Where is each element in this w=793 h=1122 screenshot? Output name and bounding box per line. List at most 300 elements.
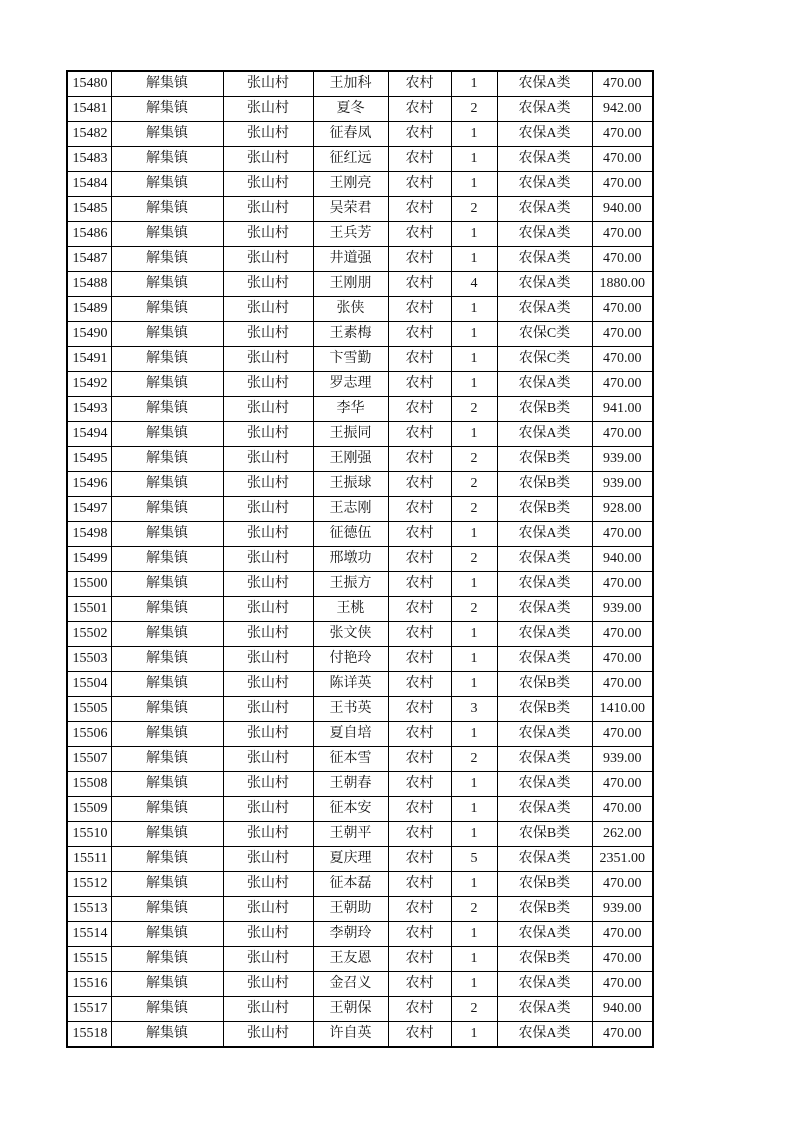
cell-record-id: 15510 [67,822,111,847]
cell-record-id: 15494 [67,422,111,447]
cell-amount: 470.00 [592,71,653,97]
cell-village: 张山村 [223,272,313,297]
cell-person-name: 王振同 [313,422,388,447]
cell-town: 解集镇 [111,747,223,772]
cell-residence-type: 农村 [388,247,451,272]
cell-insurance-category: 农保A类 [497,372,592,397]
cell-town: 解集镇 [111,697,223,722]
cell-record-id: 15509 [67,797,111,822]
cell-insurance-category: 农保A类 [497,1022,592,1048]
table-row [67,522,653,547]
cell-record-id: 15480 [67,71,111,97]
table-row [67,272,653,297]
cell-amount: 2351.00 [592,847,653,872]
cell-amount: 942.00 [592,97,653,122]
cell-town: 解集镇 [111,372,223,397]
cell-record-id: 15481 [67,97,111,122]
cell-person-count: 1 [451,672,497,697]
cell-insurance-category: 农保B类 [497,822,592,847]
cell-village: 张山村 [223,622,313,647]
table-row [67,747,653,772]
cell-town: 解集镇 [111,97,223,122]
table-row [67,222,653,247]
cell-amount: 470.00 [592,1022,653,1048]
cell-amount: 940.00 [592,197,653,222]
cell-record-id: 15490 [67,322,111,347]
cell-person-name: 征本安 [313,797,388,822]
cell-town: 解集镇 [111,247,223,272]
cell-person-count: 1 [451,1022,497,1048]
cell-residence-type: 农村 [388,947,451,972]
cell-person-name: 吴荣君 [313,197,388,222]
cell-amount: 470.00 [592,372,653,397]
cell-insurance-category: 农保B类 [497,497,592,522]
cell-person-name: 王振方 [313,572,388,597]
table-row [67,572,653,597]
cell-amount: 262.00 [592,822,653,847]
cell-village: 张山村 [223,847,313,872]
cell-town: 解集镇 [111,497,223,522]
table-row [67,597,653,622]
cell-residence-type: 农村 [388,372,451,397]
cell-village: 张山村 [223,322,313,347]
cell-village: 张山村 [223,247,313,272]
cell-residence-type: 农村 [388,772,451,797]
cell-person-count: 2 [451,897,497,922]
cell-village: 张山村 [223,747,313,772]
cell-record-id: 15486 [67,222,111,247]
cell-town: 解集镇 [111,222,223,247]
cell-amount: 470.00 [592,647,653,672]
cell-village: 张山村 [223,497,313,522]
cell-village: 张山村 [223,997,313,1022]
cell-person-name: 卞雪勤 [313,347,388,372]
cell-person-name: 王刚亮 [313,172,388,197]
cell-amount: 470.00 [592,147,653,172]
cell-person-count: 1 [451,172,497,197]
cell-insurance-category: 农保A类 [497,647,592,672]
cell-person-name: 征德伍 [313,522,388,547]
table-row [67,122,653,147]
cell-person-name: 许自英 [313,1022,388,1048]
cell-person-count: 1 [451,922,497,947]
cell-town: 解集镇 [111,147,223,172]
cell-village: 张山村 [223,422,313,447]
cell-residence-type: 农村 [388,597,451,622]
cell-insurance-category: 农保B类 [497,872,592,897]
cell-insurance-category: 农保A类 [497,722,592,747]
cell-insurance-category: 农保A类 [497,522,592,547]
cell-person-count: 1 [451,322,497,347]
cell-insurance-category: 农保A类 [497,122,592,147]
cell-amount: 470.00 [592,797,653,822]
cell-insurance-category: 农保A类 [497,97,592,122]
cell-record-id: 15505 [67,697,111,722]
cell-record-id: 15503 [67,647,111,672]
cell-record-id: 15516 [67,972,111,997]
cell-village: 张山村 [223,372,313,397]
table-row [67,147,653,172]
cell-amount: 470.00 [592,347,653,372]
cell-village: 张山村 [223,972,313,997]
cell-insurance-category: 农保A类 [497,547,592,572]
cell-record-id: 15495 [67,447,111,472]
cell-person-name: 张侠 [313,297,388,322]
cell-person-count: 2 [451,472,497,497]
cell-residence-type: 农村 [388,97,451,122]
cell-record-id: 15508 [67,772,111,797]
cell-record-id: 15492 [67,372,111,397]
cell-residence-type: 农村 [388,972,451,997]
cell-town: 解集镇 [111,297,223,322]
cell-village: 张山村 [223,947,313,972]
cell-person-count: 2 [451,747,497,772]
cell-village: 张山村 [223,122,313,147]
cell-record-id: 15499 [67,547,111,572]
table-row [67,897,653,922]
cell-village: 张山村 [223,197,313,222]
cell-residence-type: 农村 [388,922,451,947]
cell-person-name: 夏庆理 [313,847,388,872]
cell-amount: 939.00 [592,472,653,497]
cell-record-id: 15504 [67,672,111,697]
cell-village: 张山村 [223,797,313,822]
cell-village: 张山村 [223,222,313,247]
table-row [67,447,653,472]
cell-person-name: 王刚朋 [313,272,388,297]
cell-town: 解集镇 [111,397,223,422]
cell-record-id: 15497 [67,497,111,522]
cell-town: 解集镇 [111,272,223,297]
cell-village: 张山村 [223,672,313,697]
cell-record-id: 15512 [67,872,111,897]
cell-amount: 941.00 [592,397,653,422]
cell-town: 解集镇 [111,572,223,597]
table-row [67,422,653,447]
cell-town: 解集镇 [111,447,223,472]
cell-person-count: 1 [451,972,497,997]
table-row [67,322,653,347]
cell-insurance-category: 农保A类 [497,772,592,797]
cell-record-id: 15493 [67,397,111,422]
cell-person-count: 1 [451,647,497,672]
cell-village: 张山村 [223,647,313,672]
cell-town: 解集镇 [111,997,223,1022]
cell-person-count: 1 [451,797,497,822]
cell-insurance-category: 农保B类 [497,697,592,722]
cell-residence-type: 农村 [388,672,451,697]
cell-town: 解集镇 [111,172,223,197]
cell-person-count: 1 [451,422,497,447]
cell-residence-type: 农村 [388,472,451,497]
cell-village: 张山村 [223,347,313,372]
cell-amount: 939.00 [592,897,653,922]
cell-insurance-category: 农保A类 [497,597,592,622]
cell-village: 张山村 [223,297,313,322]
cell-amount: 470.00 [592,872,653,897]
cell-insurance-category: 农保A类 [497,272,592,297]
cell-village: 张山村 [223,772,313,797]
cell-residence-type: 农村 [388,147,451,172]
cell-town: 解集镇 [111,322,223,347]
cell-person-count: 1 [451,122,497,147]
cell-insurance-category: 农保B类 [497,472,592,497]
table-row [67,1022,653,1048]
cell-person-count: 1 [451,71,497,97]
cell-village: 张山村 [223,472,313,497]
cell-town: 解集镇 [111,1022,223,1048]
cell-residence-type: 农村 [388,422,451,447]
cell-amount: 928.00 [592,497,653,522]
cell-person-name: 井道强 [313,247,388,272]
cell-village: 张山村 [223,572,313,597]
cell-amount: 939.00 [592,447,653,472]
cell-person-count: 1 [451,722,497,747]
cell-residence-type: 农村 [388,397,451,422]
cell-village: 张山村 [223,1022,313,1048]
cell-person-name: 金召义 [313,972,388,997]
cell-amount: 470.00 [592,622,653,647]
cell-record-id: 15507 [67,747,111,772]
table-row [67,947,653,972]
cell-town: 解集镇 [111,647,223,672]
cell-amount: 470.00 [592,122,653,147]
cell-record-id: 15513 [67,897,111,922]
cell-residence-type: 农村 [388,747,451,772]
cell-insurance-category: 农保A类 [497,997,592,1022]
cell-insurance-category: 农保A类 [497,422,592,447]
cell-village: 张山村 [223,722,313,747]
cell-person-name: 王书英 [313,697,388,722]
cell-residence-type: 农村 [388,622,451,647]
cell-record-id: 15489 [67,297,111,322]
cell-person-count: 1 [451,247,497,272]
cell-person-name: 张文侠 [313,622,388,647]
cell-person-name: 夏自培 [313,722,388,747]
cell-town: 解集镇 [111,972,223,997]
cell-town: 解集镇 [111,422,223,447]
cell-person-name: 王振球 [313,472,388,497]
cell-record-id: 15500 [67,572,111,597]
cell-town: 解集镇 [111,872,223,897]
cell-person-name: 陈详英 [313,672,388,697]
table-row [67,972,653,997]
table-row [67,247,653,272]
cell-amount: 470.00 [592,772,653,797]
cell-person-count: 1 [451,522,497,547]
cell-insurance-category: 农保C类 [497,322,592,347]
cell-insurance-category: 农保C类 [497,347,592,372]
cell-person-count: 1 [451,822,497,847]
cell-town: 解集镇 [111,122,223,147]
cell-town: 解集镇 [111,947,223,972]
cell-residence-type: 农村 [388,197,451,222]
cell-residence-type: 农村 [388,647,451,672]
cell-insurance-category: 农保B类 [497,897,592,922]
cell-amount: 470.00 [592,247,653,272]
cell-town: 解集镇 [111,672,223,697]
cell-person-name: 征红远 [313,147,388,172]
table-row [67,172,653,197]
cell-record-id: 15517 [67,997,111,1022]
cell-village: 张山村 [223,172,313,197]
cell-record-id: 15506 [67,722,111,747]
cell-record-id: 15501 [67,597,111,622]
cell-insurance-category: 农保A类 [497,172,592,197]
cell-residence-type: 农村 [388,172,451,197]
table-row [67,397,653,422]
cell-record-id: 15514 [67,922,111,947]
cell-person-count: 1 [451,622,497,647]
cell-residence-type: 农村 [388,1022,451,1048]
cell-person-name: 王刚强 [313,447,388,472]
cell-person-count: 1 [451,947,497,972]
cell-person-count: 1 [451,572,497,597]
cell-village: 张山村 [223,547,313,572]
cell-record-id: 15487 [67,247,111,272]
table-row [67,347,653,372]
table-row [67,497,653,522]
cell-amount: 470.00 [592,922,653,947]
cell-town: 解集镇 [111,347,223,372]
table-row [67,297,653,322]
cell-residence-type: 农村 [388,797,451,822]
cell-person-name: 王素梅 [313,322,388,347]
cell-village: 张山村 [223,97,313,122]
cell-amount: 940.00 [592,997,653,1022]
cell-insurance-category: 农保A类 [497,847,592,872]
cell-person-name: 王友恩 [313,947,388,972]
cell-insurance-category: 农保B类 [497,397,592,422]
cell-residence-type: 农村 [388,497,451,522]
cell-person-count: 1 [451,372,497,397]
table-row [67,197,653,222]
cell-person-name: 王加科 [313,71,388,97]
cell-person-count: 2 [451,597,497,622]
cell-village: 张山村 [223,897,313,922]
cell-person-count: 2 [451,547,497,572]
cell-amount: 470.00 [592,722,653,747]
cell-town: 解集镇 [111,597,223,622]
cell-residence-type: 农村 [388,297,451,322]
cell-insurance-category: 农保A类 [497,71,592,97]
cell-insurance-category: 农保B类 [497,947,592,972]
table-row [67,997,653,1022]
cell-town: 解集镇 [111,847,223,872]
cell-record-id: 15498 [67,522,111,547]
cell-amount: 470.00 [592,672,653,697]
cell-amount: 939.00 [592,747,653,772]
cell-insurance-category: 农保A类 [497,747,592,772]
cell-residence-type: 农村 [388,547,451,572]
cell-person-count: 2 [451,397,497,422]
cell-person-name: 罗志理 [313,372,388,397]
cell-amount: 470.00 [592,422,653,447]
benefits-table [66,70,654,1048]
cell-amount: 1880.00 [592,272,653,297]
cell-residence-type: 农村 [388,997,451,1022]
cell-person-name: 征春凤 [313,122,388,147]
cell-amount: 1410.00 [592,697,653,722]
cell-town: 解集镇 [111,197,223,222]
cell-residence-type: 农村 [388,347,451,372]
cell-residence-type: 农村 [388,522,451,547]
cell-village: 张山村 [223,522,313,547]
cell-town: 解集镇 [111,622,223,647]
cell-person-count: 2 [451,447,497,472]
cell-insurance-category: 农保A类 [497,972,592,997]
cell-village: 张山村 [223,922,313,947]
cell-amount: 470.00 [592,522,653,547]
cell-town: 解集镇 [111,772,223,797]
table-row [67,71,653,97]
cell-person-name: 王志刚 [313,497,388,522]
cell-person-name: 王朝保 [313,997,388,1022]
cell-record-id: 15485 [67,197,111,222]
cell-residence-type: 农村 [388,222,451,247]
cell-person-count: 4 [451,272,497,297]
table-row [67,622,653,647]
cell-village: 张山村 [223,697,313,722]
table-row [67,97,653,122]
cell-village: 张山村 [223,597,313,622]
cell-person-name: 付艳玲 [313,647,388,672]
cell-amount: 470.00 [592,222,653,247]
cell-insurance-category: 农保A类 [497,922,592,947]
cell-record-id: 15511 [67,847,111,872]
cell-town: 解集镇 [111,547,223,572]
cell-person-name: 王朝平 [313,822,388,847]
cell-village: 张山村 [223,397,313,422]
cell-residence-type: 农村 [388,71,451,97]
cell-insurance-category: 农保A类 [497,797,592,822]
table-row [67,547,653,572]
table-row [67,847,653,872]
cell-person-name: 征本雪 [313,747,388,772]
cell-person-count: 1 [451,347,497,372]
cell-person-name: 李华 [313,397,388,422]
cell-amount: 470.00 [592,572,653,597]
cell-person-name: 夏冬 [313,97,388,122]
table-row [67,722,653,747]
cell-amount: 470.00 [592,972,653,997]
cell-person-name: 李朝玲 [313,922,388,947]
cell-residence-type: 农村 [388,872,451,897]
cell-village: 张山村 [223,872,313,897]
cell-town: 解集镇 [111,897,223,922]
cell-person-count: 1 [451,297,497,322]
cell-record-id: 15488 [67,272,111,297]
cell-town: 解集镇 [111,822,223,847]
cell-residence-type: 农村 [388,272,451,297]
cell-person-count: 2 [451,97,497,122]
cell-person-count: 5 [451,847,497,872]
cell-person-count: 1 [451,772,497,797]
cell-town: 解集镇 [111,522,223,547]
cell-village: 张山村 [223,822,313,847]
cell-person-name: 王兵芳 [313,222,388,247]
table-row [67,372,653,397]
cell-insurance-category: 农保A类 [497,572,592,597]
table-row [67,647,653,672]
cell-record-id: 15482 [67,122,111,147]
cell-insurance-category: 农保A类 [497,622,592,647]
cell-record-id: 15502 [67,622,111,647]
cell-person-count: 2 [451,497,497,522]
cell-residence-type: 农村 [388,847,451,872]
cell-amount: 470.00 [592,297,653,322]
table-row [67,872,653,897]
